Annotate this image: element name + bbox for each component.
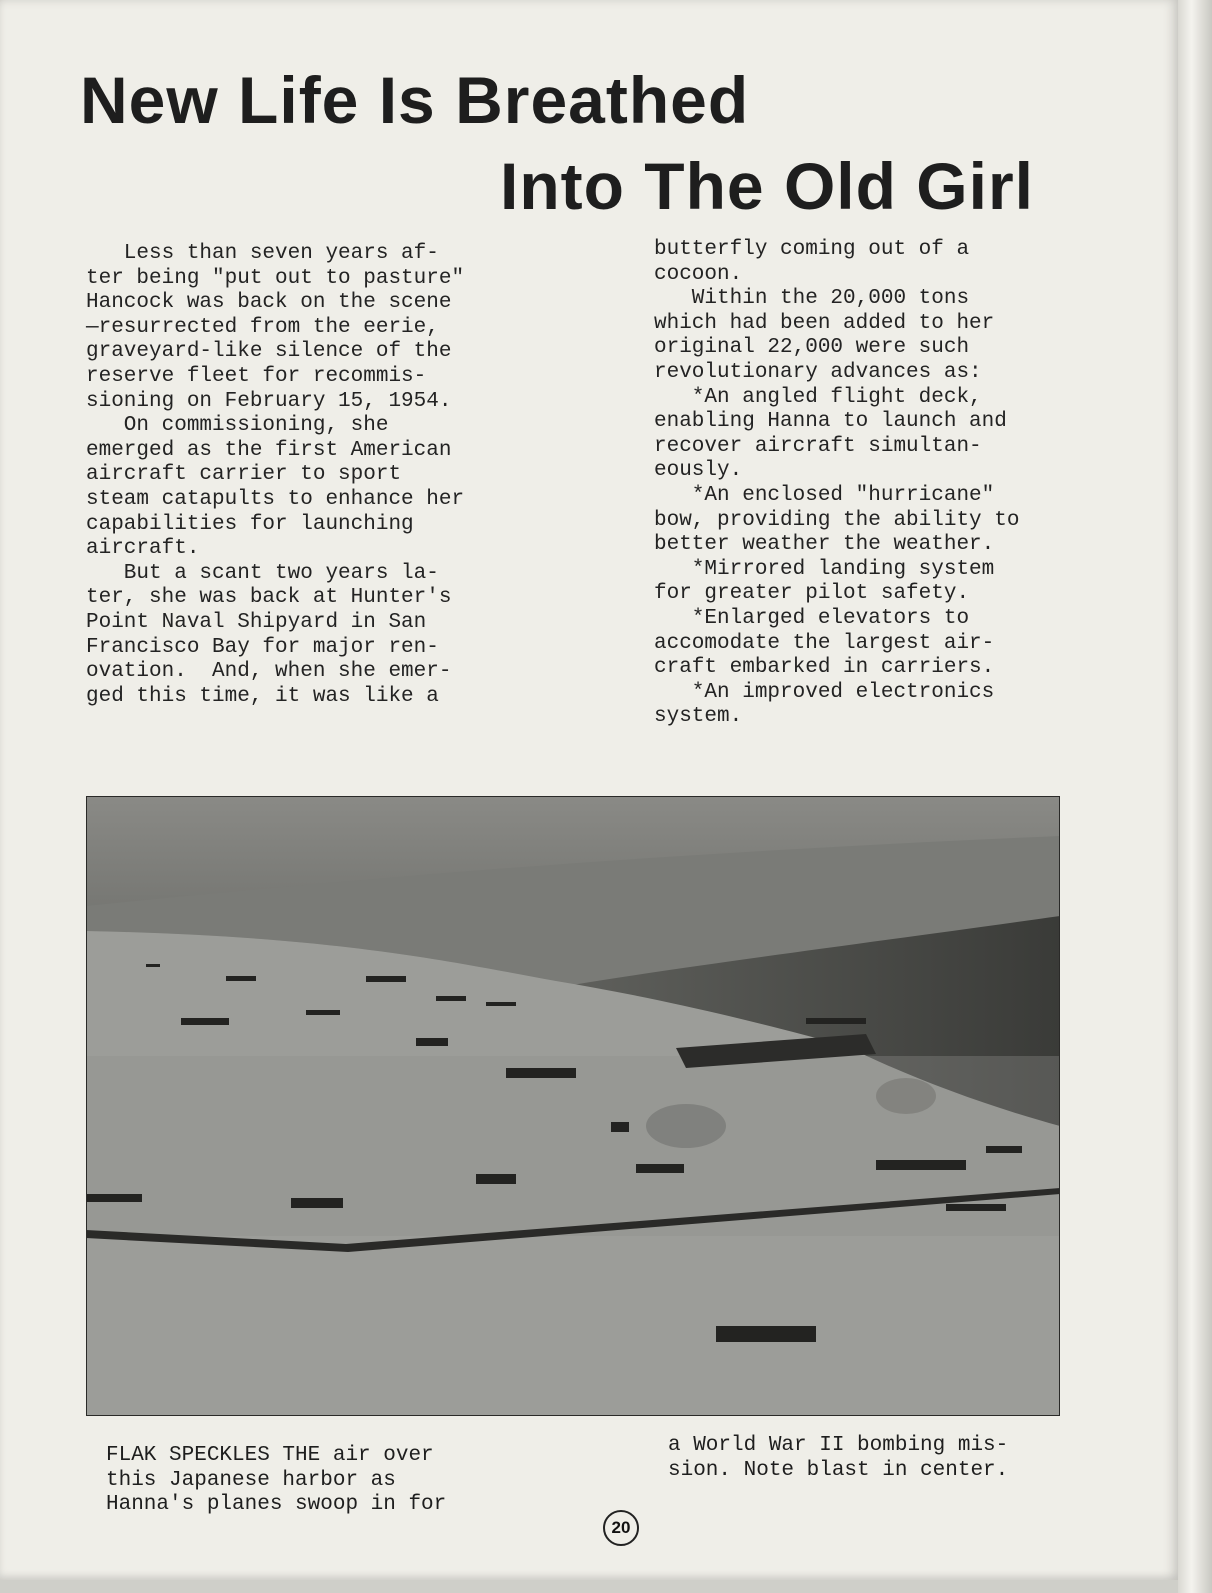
page-number: 20 (603, 1510, 639, 1546)
headline-line-2: Into The Old Girl (500, 149, 1034, 223)
photo-caption-left: FLAK SPECKLES THE air over this Japanese harbor as Hanna's planes swoop in for (106, 1444, 447, 1517)
page-edge (1178, 0, 1212, 1593)
headline-line-1: New Life Is Breathed (80, 63, 750, 137)
photo-caption-right: a World War II bombing mis- sion. Note blast in center. (668, 1434, 1009, 1482)
harbor-aerial-photo (86, 796, 1060, 1416)
article-column-right: butterfly coming out of a cocoon. Within the 20,000 tons which had been added to her original 22,000 were such revolutionary advances as: *An angled flight deck, enabling Hanna to launch and recover aircraft simultan- eously. *An enclosed "hurricane" bow, providing the ability to better weather the weather. *Mirrored landing system for greater pilot safety. *Enlarged elevators to accomodate the largest air- craft embarked in carriers. *An improved electronics system. (654, 238, 1020, 729)
article-column-left: Less than seven years af- ter being "put out to pasture" Hancock was back on the scene —resurrected from the eerie, graveyard-like silence of the reserve fleet for recommis- sioning on February 15, 1954. On commissioning, she emerged as the first American aircraft carrier to sport steam catapults to enhance her capabilities for launching aircraft. But a scant two years la- ter, she was back at Hunter's Point Naval Shipyard in San Francisco Bay for major ren- ovation. And, when she emer- ged this time, it was like a (86, 242, 465, 708)
